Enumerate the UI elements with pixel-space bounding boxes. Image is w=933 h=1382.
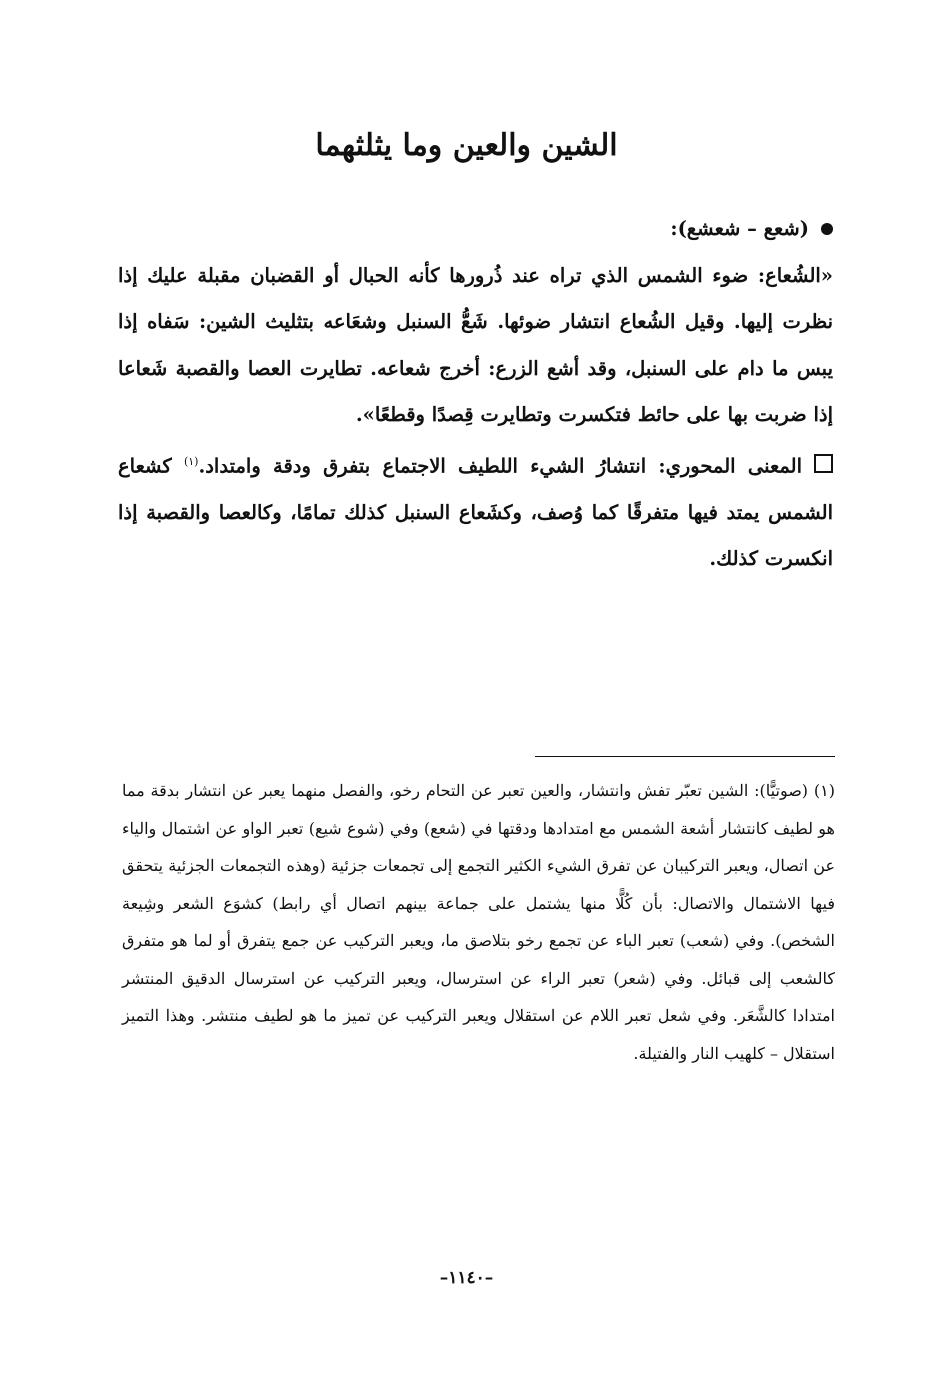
footnote-number: (١) [813,781,835,800]
entry-heading-line [118,206,833,253]
footnote-separator [535,756,835,757]
footnote-reference[interactable]: (١) [183,454,199,468]
square-box-icon [814,454,833,473]
page-number: –١١٤٠– [439,1268,494,1288]
core-meaning-paragraph [118,439,833,583]
core-meaning-lead: المعنى المحوري: انتشارُ الشيء اللطيف الاجتماع بتفرق ودقة وامتداد. [198,454,803,477]
bullet-icon [821,223,833,235]
entry-heading: (شعع – شعشع): [670,217,809,240]
lexicon-quote: «الشُعاع: ضوء الشمس الذي تراه عند ذُرورها كأنه الحبال أو القضبان مقبلة عليك إذا نظرت إليها. وقيل الشُعاع انتشار ضوئها. شَعُّ السنبل وشعَاعه بتثليث الشين: سَفاه إذا يبس ما دام على السنبل، وقد أشع الزرع: أخرج شعاعه. تطايرت العصا والقصبة شَعاعا إذا ضربت بها على حائط فتكسرت وتطايرت قِصدًا وقطعًا». [118,263,833,426]
footnote-text: (صوتيًّا): الشين تعبّر تفش وانتشار، والعين تعبر عن التحام رخو، والفصل منهما يعبر عن انتشار بدقة مما هو لطيف كانتشار أشعة الشمس مع امتدادها ودقتها في (شعع) وفي (شوع شيع) تعبر الواو عن اشتمال والياء عن اتصال، ويعبر التركيبان عن تفرق الشيء الكثير التجمع إلى تجمعات جزئية (وهذه التجمعات الجزئية يتحقق فيها الاشتمال والاتصال: بأن كُلًّا منها يشتمل على جماعة بينهم اتصال أي رابط) كشوَع الشعر وشِيعة الشخص). وفي (شعب) تعبر الباء عن تجمع رخو بتلاصق ما، ويعبر التركيب عن جمع يتفرق أو لما هو متفرق كالشعب إلى قبائل. وفي (شعر) تعبر الراء عن استرسال، ويعبر التركيب عن استرسال الدقيق المنتشر امتدادا كالشَّعَر. وفي شعل تعبر اللام عن استقلال ويعبر التركيب عن تميز ما هو لطيف منتشر. وهذا التميز استقلال – كلهيب النار والفتيلة. [122,781,836,1063]
footnote-paragraph [122,772,835,1072]
page-title: الشين والعين وما يثلثهما [315,128,618,163]
core-meaning-rest: كشعاع الشمس يمتد فيها متفرقًا كما وُصف، وكشَعاع السنبل كذلك تمامًا، وكالعصا والقصبة إذا انكسرت كذلك. [118,454,833,570]
entry-body [118,206,833,583]
footnote-block [122,772,835,1072]
